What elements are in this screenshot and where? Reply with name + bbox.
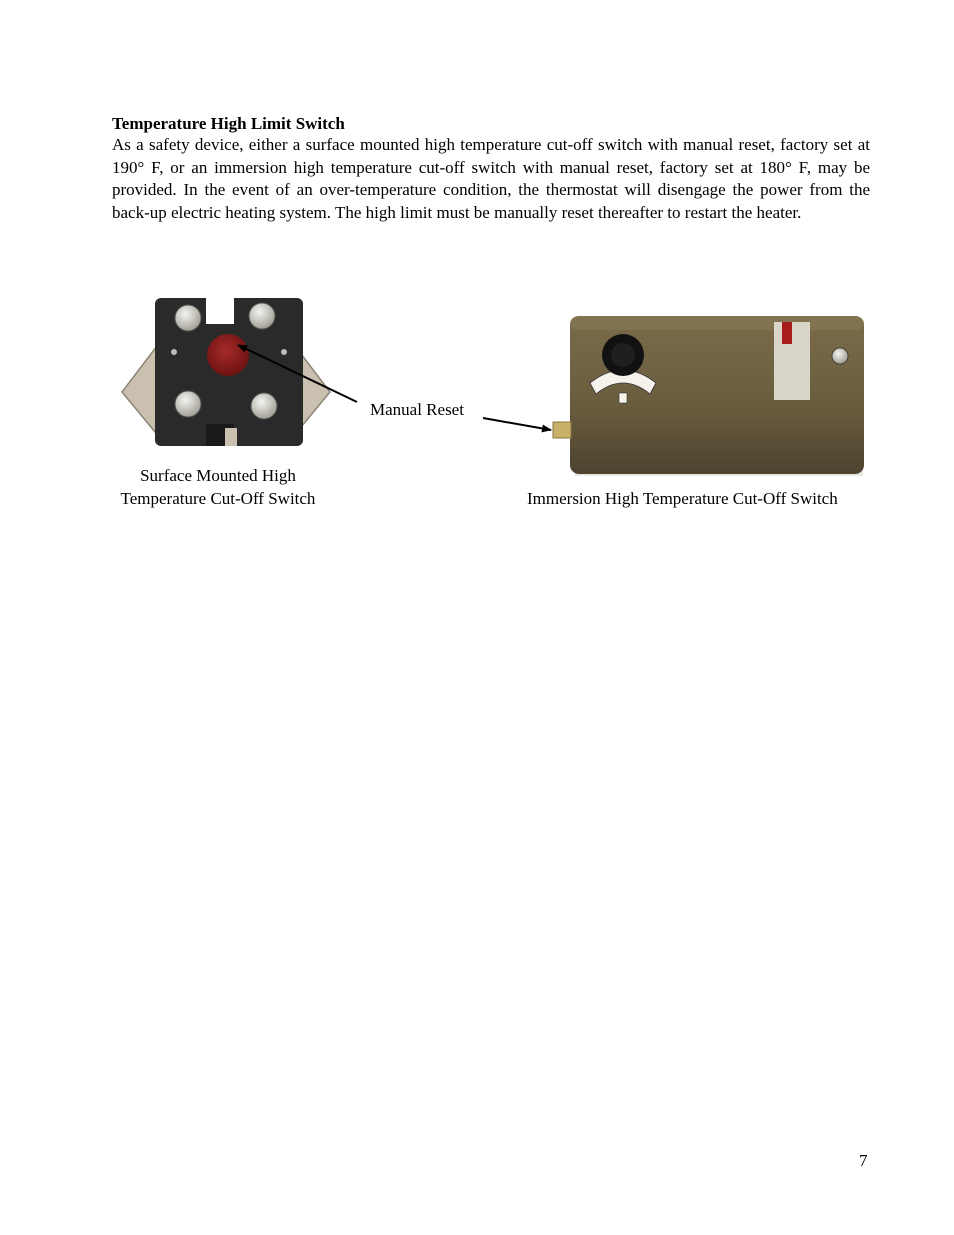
reset-button xyxy=(207,334,249,376)
reset-tab xyxy=(553,422,571,438)
section-heading: Temperature High Limit Switch xyxy=(112,114,345,133)
section-body: As a safety device, either a surface mounted high temperature cut-off switch with manual reset, factory set at 190° F, or an immersion high temperature cut-off switch with manual reset, factory set at 180° F, may be provided. In the event of an over-temperature condition, the thermostat will disengage the power from the back-up electric heating system. The high limit must be manually reset thereafter to restart the heater. xyxy=(112,135,870,222)
screw-icon xyxy=(175,305,201,331)
page-number: 7 xyxy=(859,1151,868,1170)
surface-caption-line-2: Temperature Cut-Off Switch xyxy=(120,489,316,508)
screw-icon xyxy=(175,391,201,417)
surface-switch-image xyxy=(122,298,330,446)
screw-icon xyxy=(249,303,275,329)
immersion-switch-caption: Immersion High Temperature Cut-Off Switch xyxy=(527,489,838,508)
immersion-switch-image xyxy=(553,316,864,476)
manual-reset-label: Manual Reset xyxy=(370,400,464,419)
screw-icon xyxy=(832,348,848,364)
callout-arrow-immersion xyxy=(483,418,551,430)
surface-caption-line-1: Surface Mounted High xyxy=(140,466,296,485)
surface-switch-caption xyxy=(112,464,324,510)
screw-icon xyxy=(251,393,277,419)
